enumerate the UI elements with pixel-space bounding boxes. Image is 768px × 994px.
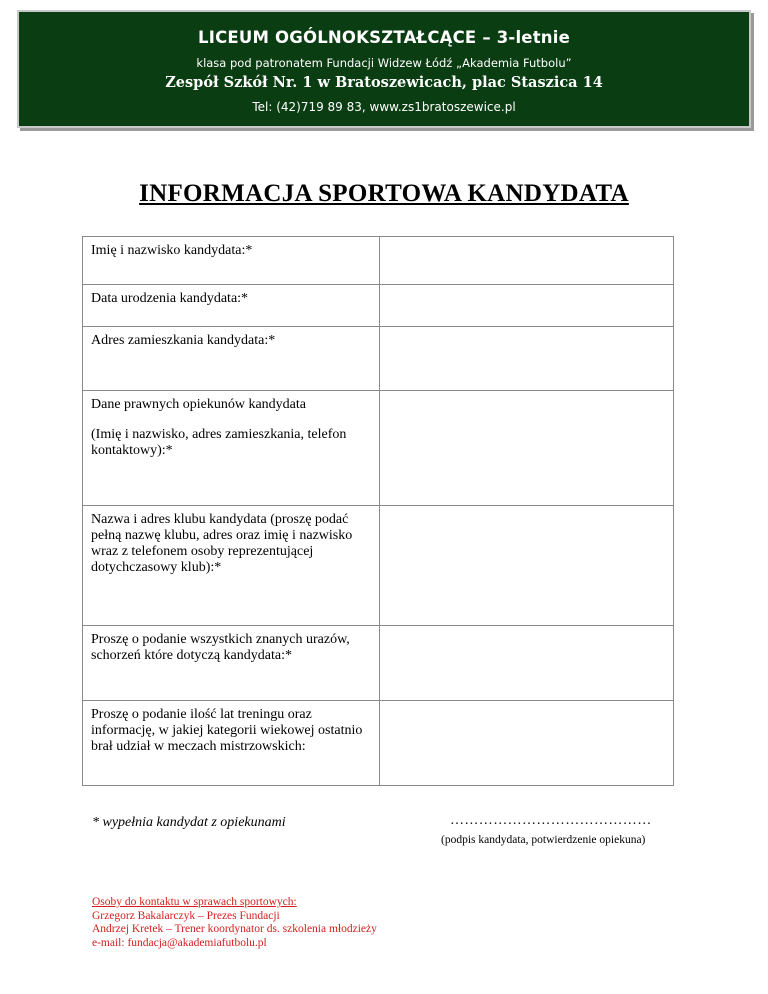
form-row-training — [83, 701, 674, 786]
form-label-note: (Imię i nazwisko, adres zamieszkania, telefon kontaktowy):* — [91, 427, 347, 458]
contact-line: Andrzej Kretek – Trener koordynator ds. szkolenia młodzieży — [92, 923, 377, 935]
contact-persons — [92, 896, 377, 950]
form-row-address — [83, 327, 674, 391]
guardians-field[interactable] — [380, 391, 674, 506]
form-label-guardians — [83, 391, 380, 506]
form-label: Dane prawnych opiekunów kandydata — [91, 397, 306, 412]
candidate-name-field[interactable] — [380, 237, 674, 285]
form-row-guardians — [83, 391, 674, 506]
signature-line: …………………………………… — [450, 813, 652, 828]
school-header-banner — [17, 10, 751, 128]
contact-line: Grzegorz Bakalarczyk – Prezes Fundacji — [92, 909, 280, 922]
signature-caption: (podpis kandydata, potwierdzenie opiekuna) — [441, 834, 646, 846]
form-label: Adres zamieszkania kandydata:* — [83, 327, 380, 391]
form-label: Proszę o podanie ilość lat treningu oraz informację, w jakiej kategorii wiekowej ostatnio brał udział w meczach mistrzowskich: — [83, 701, 380, 786]
school-name: LICEUM OGÓLNOKSZTAŁCĄCE – 3-letnie — [198, 28, 570, 47]
school-address: Zespół Szkół Nr. 1 w Bratoszewicach, plac Staszica 14 — [165, 74, 603, 91]
form-row-birthdate — [83, 285, 674, 327]
club-field[interactable] — [380, 506, 674, 626]
contact-heading: Osoby do kontaktu w sprawach sportowych: — [92, 896, 297, 908]
address-field[interactable] — [380, 327, 674, 391]
footnote: * wypełnia kandydat z opiekunami — [92, 815, 286, 830]
document-title: INFORMACJA SPORTOWA KANDYDATA — [139, 180, 629, 207]
injuries-field[interactable] — [380, 626, 674, 701]
birthdate-field[interactable] — [380, 285, 674, 327]
candidate-form-table — [82, 236, 674, 786]
form-row-injuries — [83, 626, 674, 701]
form-label: Proszę o podanie wszystkich znanych urazów, schorzeń które dotyczą kandydata:* — [83, 626, 380, 701]
form-label: Nazwa i adres klubu kandydata (proszę podać pełną nazwę klubu, adres oraz imię i nazwisko wraz z telefonem osoby reprezentującej dotychczasowy klub):* — [83, 506, 380, 626]
contact-email: e-mail: fundacja@akademiafutbolu.pl — [92, 936, 267, 949]
school-contact: Tel: (42)719 89 83, www.zs1bratoszewice.pl — [252, 100, 516, 114]
form-row-name — [83, 237, 674, 285]
patronage-subtitle: klasa pod patronatem Fundacji Widzew Łódź „Akademia Futbolu” — [196, 56, 572, 70]
form-label: Imię i nazwisko kandydata:* — [83, 237, 380, 285]
training-field[interactable] — [380, 701, 674, 786]
form-label: Data urodzenia kandydata:* — [83, 285, 380, 327]
form-row-club — [83, 506, 674, 626]
